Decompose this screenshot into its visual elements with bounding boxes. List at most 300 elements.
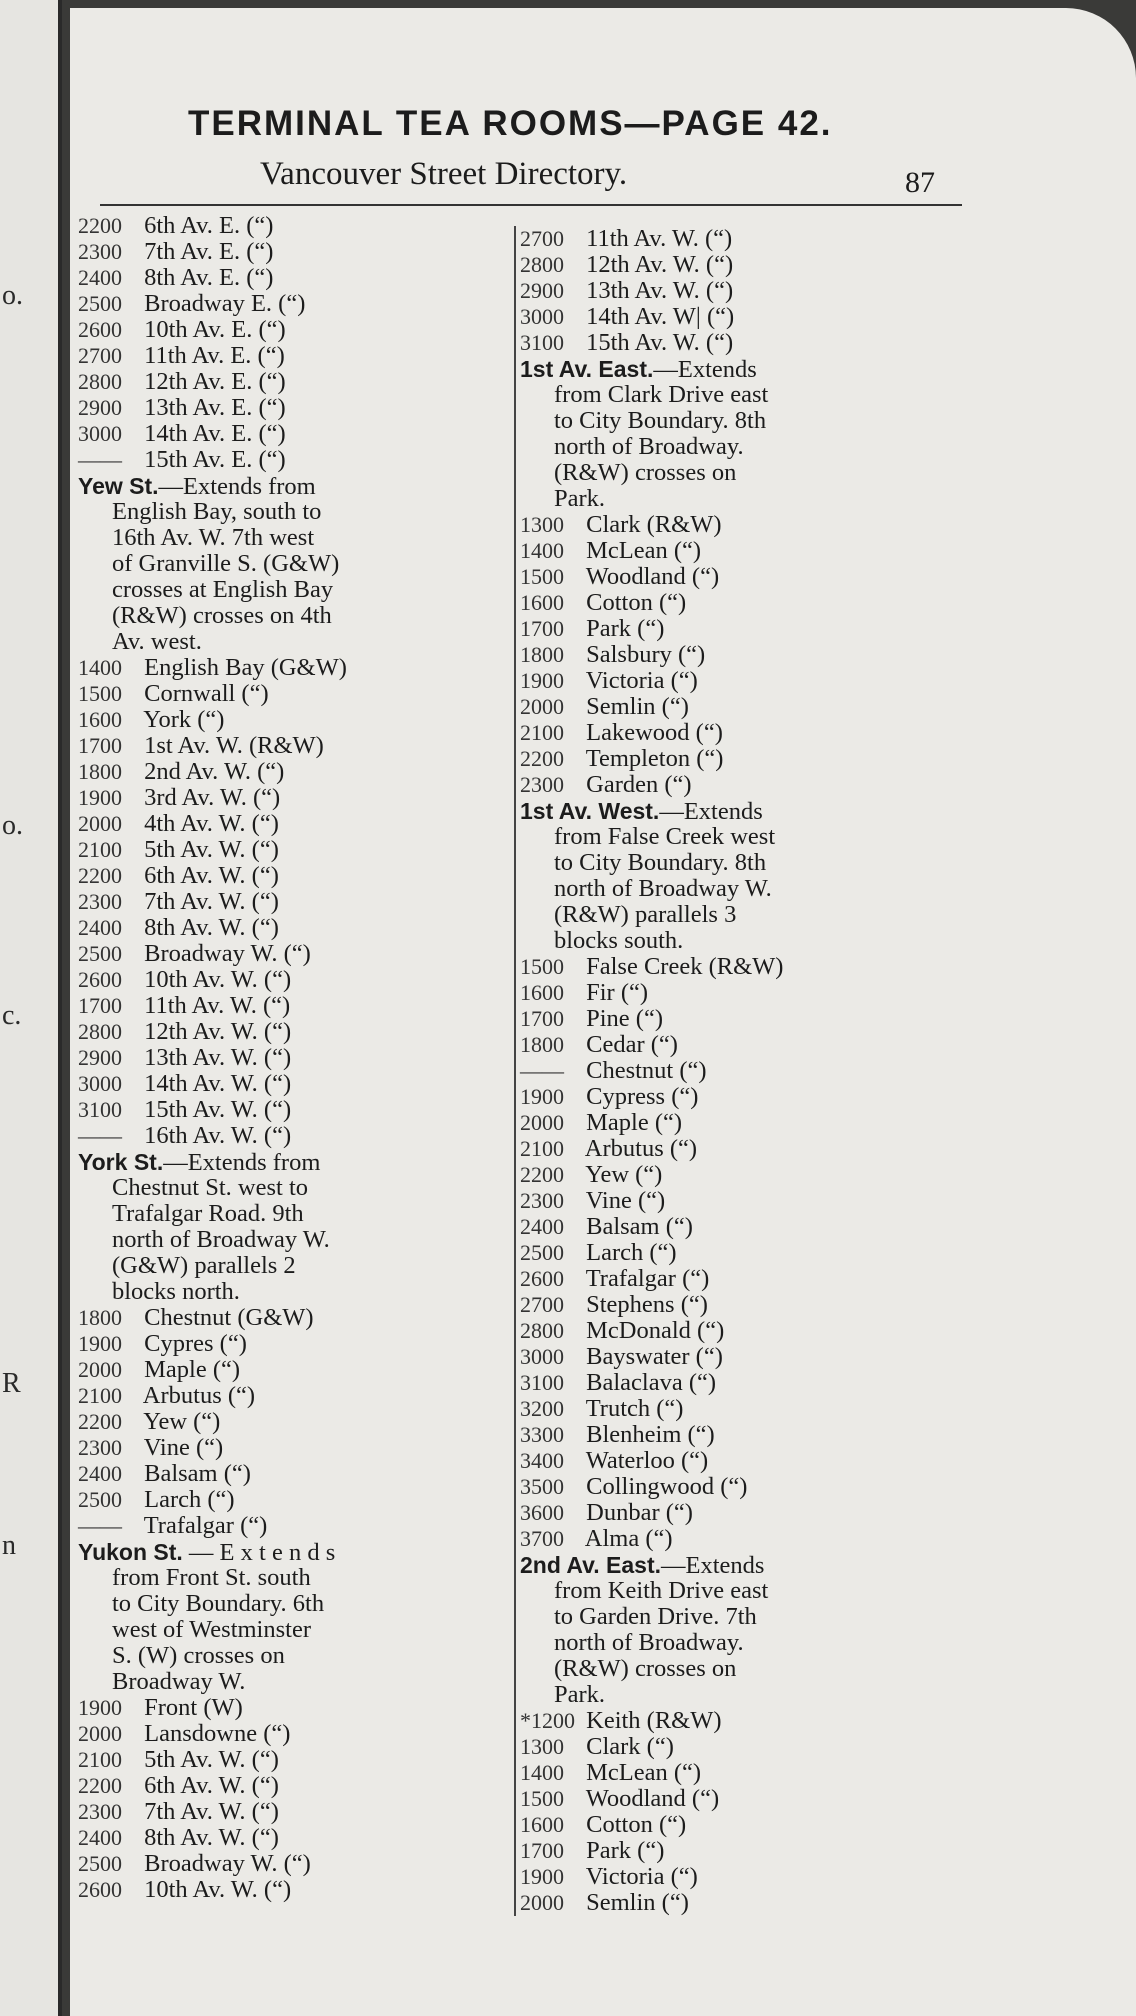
directory-entry [520, 1526, 940, 1552]
house-number: 1900 [78, 1331, 122, 1356]
directory-entry [520, 1812, 940, 1838]
house-number: 2800 [78, 369, 122, 394]
directory-entry [520, 1292, 940, 1318]
street-description: Chestnut St. west to [112, 1174, 309, 1201]
cross-street: 3rd Av. W. (“) [144, 784, 281, 811]
directory-entry [78, 1331, 478, 1357]
house-number: 1500 [520, 1786, 564, 1811]
house-number: 2000 [520, 1890, 564, 1915]
house-number: 1700 [78, 733, 122, 758]
street-heading [520, 356, 940, 512]
cross-street: Keith (R&W) [586, 1707, 722, 1734]
cross-street: 11th Av. E. (“) [144, 342, 285, 369]
street-description: north of Broadway W. [112, 1226, 330, 1253]
street-heading [78, 1149, 478, 1305]
cross-street: Cornwall (“) [144, 680, 269, 707]
right-column [520, 226, 940, 1916]
street-name: 2nd Av. East. [520, 1552, 662, 1578]
street-description: from False Creek west [554, 823, 776, 850]
left-column [78, 213, 478, 1903]
cross-street: 4th Av. W. (“) [144, 810, 279, 837]
directory-entry [78, 1019, 478, 1045]
house-number: 1400 [520, 1760, 564, 1785]
house-number: 2000 [520, 694, 564, 719]
house-number: 1700 [520, 1838, 564, 1863]
house-number: 2200 [520, 1162, 564, 1187]
cross-street: Arbutus (“) [584, 1135, 698, 1162]
directory-entry [78, 369, 478, 395]
directory-entry [520, 1188, 940, 1214]
directory-entry [78, 1695, 478, 1721]
directory-entry [520, 1864, 940, 1890]
cross-street: Broadway W. (“) [144, 940, 311, 967]
house-number: 1700 [520, 616, 564, 641]
house-number: 2500 [78, 941, 122, 966]
cross-street: 13th Av. E. (“) [144, 394, 286, 421]
street-description: Park. [554, 1681, 606, 1708]
street-name: Yukon St. [78, 1539, 183, 1565]
directory-entry [520, 1266, 940, 1292]
cross-street: 5th Av. W. (“) [144, 1746, 279, 1773]
house-number: 3100 [520, 1370, 564, 1395]
directory-entry [520, 226, 940, 252]
street-description: 16th Av. W. 7th west [112, 524, 315, 551]
cross-street: Chestnut (“) [586, 1057, 707, 1084]
directory-entry [78, 1825, 478, 1851]
cross-street: 10th Av. E. (“) [144, 316, 286, 343]
column-divider [514, 226, 516, 1916]
cross-street: Victoria (“) [585, 1863, 698, 1890]
house-number: 1800 [520, 642, 564, 667]
cross-street: Clark (“) [586, 1733, 674, 1760]
street-description: of Granville S. (G&W) [112, 550, 340, 577]
house-number: —— [520, 1058, 564, 1083]
house-number: 2600 [520, 1266, 564, 1291]
directory-entry [520, 772, 940, 798]
cross-street: Yew (“) [143, 1408, 221, 1435]
cross-street: York (“) [143, 706, 225, 733]
directory-entry [520, 1708, 940, 1734]
cross-street: Arbutus (“) [142, 1382, 256, 1409]
cross-street: Blenheim (“) [586, 1421, 715, 1448]
street-description: blocks north. [112, 1278, 240, 1305]
house-number: 2900 [520, 278, 564, 303]
house-number: 3500 [520, 1474, 564, 1499]
cross-street: 13th Av. W. (“) [144, 1044, 292, 1071]
cross-street: 12th Av. W. (“) [586, 251, 734, 278]
directory-entry [520, 1032, 940, 1058]
directory-entry [78, 1305, 478, 1331]
cross-street: Cypress (“) [586, 1083, 699, 1110]
house-number: 2800 [520, 1318, 564, 1343]
cross-street: McLean (“) [586, 537, 702, 564]
cross-street: 14th Av. W. (“) [144, 1070, 292, 1097]
cross-street: McLean (“) [586, 1759, 702, 1786]
house-number: 3100 [78, 1097, 122, 1122]
directory-entry [520, 1396, 940, 1422]
cross-street: 13th Av. W. (“) [586, 277, 734, 304]
street-description: from Clark Drive east [554, 381, 769, 408]
house-number: 3000 [520, 1344, 564, 1369]
cross-street: Broadway W. (“) [144, 1850, 311, 1877]
street-heading [78, 1539, 478, 1695]
directory-entry [520, 1786, 940, 1812]
street-heading [78, 473, 478, 655]
house-number: 2900 [78, 395, 122, 420]
cross-street: Chestnut (G&W) [144, 1304, 314, 1331]
street-description: Park. [554, 485, 606, 512]
cross-street: Cedar (“) [586, 1031, 678, 1058]
house-number: 1300 [520, 512, 564, 537]
house-number: 2300 [78, 1799, 122, 1824]
house-number: 3100 [520, 330, 564, 355]
cross-street: Maple (“) [586, 1109, 683, 1136]
house-number: 2600 [78, 1877, 122, 1902]
directory-entry [78, 759, 478, 785]
house-number: 2600 [78, 967, 122, 992]
cross-street: 5th Av. W. (“) [144, 836, 279, 863]
street-description: crosses at English Bay [112, 576, 334, 603]
street-heading [520, 798, 940, 954]
street-description: Av. west. [112, 628, 202, 655]
street-description: —Extends [659, 798, 763, 825]
directory-entry [520, 278, 940, 304]
directory-entry [520, 642, 940, 668]
directory-entry [520, 720, 940, 746]
cross-street: 10th Av. W. (“) [144, 966, 292, 993]
house-number: 2100 [78, 837, 122, 862]
directory-entry [78, 941, 478, 967]
cross-street: 7th Av. E. (“) [144, 238, 274, 265]
cross-street: 8th Av. W. (“) [144, 914, 279, 941]
directory-entry [78, 421, 478, 447]
house-number: 1600 [78, 707, 122, 732]
cross-street: 15th Av. W. (“) [144, 1096, 292, 1123]
street-description: Trafalgar Road. 9th [112, 1200, 304, 1227]
cross-street: Woodland (“) [585, 563, 720, 590]
house-number: 2100 [78, 1747, 122, 1772]
directory-entry [78, 915, 478, 941]
directory-entry [78, 837, 478, 863]
directory-entry [78, 1877, 478, 1903]
cross-street: Collingwood (“) [586, 1473, 748, 1500]
directory-entry [520, 1890, 940, 1916]
house-number: 2100 [520, 1136, 564, 1161]
street-description: to City Boundary. 8th [554, 407, 767, 434]
directory-entry [520, 1370, 940, 1396]
directory-entry [78, 1851, 478, 1877]
directory-entry [520, 1422, 940, 1448]
directory-entry [78, 1461, 478, 1487]
directory-entry [78, 1487, 478, 1513]
directory-entry [78, 1435, 478, 1461]
street-name: 1st Av. West. [520, 798, 660, 824]
house-number: 1900 [520, 1864, 564, 1889]
cross-street: 11th Av. W. (“) [586, 225, 733, 252]
directory-entry [78, 1071, 478, 1097]
adjacent-page-strip [0, 0, 62, 2016]
cross-street: Yew (“) [585, 1161, 663, 1188]
house-number: 1500 [78, 681, 122, 706]
cross-street: 14th Av. W| (“) [586, 303, 735, 330]
house-number: 2300 [78, 1435, 122, 1460]
cross-street: 6th Av. W. (“) [144, 862, 279, 889]
house-number: 2200 [78, 1773, 122, 1798]
directory-entry [520, 512, 940, 538]
house-number: 1800 [520, 1032, 564, 1057]
cross-street: Pine (“) [586, 1005, 663, 1032]
house-number: 1800 [78, 759, 122, 784]
street-heading [520, 1552, 940, 1708]
directory-entry [520, 1760, 940, 1786]
house-number: 2400 [78, 1825, 122, 1850]
directory-entry [78, 1097, 478, 1123]
page-number: 87 [905, 166, 935, 199]
cross-street: Cotton (“) [586, 1811, 687, 1838]
cross-street: 7th Av. W. (“) [144, 1798, 279, 1825]
house-number: 2200 [78, 213, 122, 238]
house-number: 1600 [520, 980, 564, 1005]
street-description: north of Broadway W. [554, 875, 772, 902]
directory-entry [78, 967, 478, 993]
directory-entry [520, 616, 940, 642]
cross-street: Garden (“) [586, 771, 692, 798]
street-description: —Extends from [158, 473, 316, 500]
street-description: blocks south. [554, 927, 684, 954]
house-number: 1500 [520, 564, 564, 589]
house-number: 2500 [78, 1851, 122, 1876]
house-number: 2000 [78, 811, 122, 836]
directory-entry [78, 213, 478, 239]
cross-street: 12th Av. E. (“) [144, 368, 286, 395]
street-description: —Extends [661, 1552, 765, 1579]
street-description: —Extends from [163, 1149, 321, 1176]
cross-street: McDonald (“) [586, 1317, 725, 1344]
street-description: (R&W) crosses on [554, 1655, 737, 1682]
header-rule [100, 204, 962, 206]
cross-street: Balsam (“) [144, 1460, 251, 1487]
cross-street: 11th Av. W. (“) [144, 992, 291, 1019]
cross-street: 8th Av. E. (“) [144, 264, 274, 291]
house-number: 1400 [520, 538, 564, 563]
cross-street: Front (W) [144, 1694, 243, 1721]
cross-street: 1st Av. W. (R&W) [144, 732, 324, 759]
directory-entry [78, 395, 478, 421]
cross-street: Trafalgar (“) [143, 1512, 268, 1539]
cross-street: Trafalgar (“) [585, 1265, 710, 1292]
cross-street: Vine (“) [143, 1434, 224, 1461]
directory-entry [78, 1383, 478, 1409]
directory-entry [520, 668, 940, 694]
house-number: 2400 [78, 1461, 122, 1486]
cross-street: 12th Av. W. (“) [144, 1018, 292, 1045]
street-description: west of Westminster [112, 1616, 311, 1643]
directory-entry [78, 1513, 478, 1539]
cross-street: Larch (“) [144, 1486, 235, 1513]
house-number: 2400 [78, 265, 122, 290]
house-number: 3700 [520, 1526, 564, 1551]
cross-street: Stephens (“) [586, 1291, 708, 1318]
street-description: (R&W) crosses on 4th [112, 602, 332, 629]
house-number: 2300 [78, 239, 122, 264]
cross-street: 14th Av. E. (“) [144, 420, 286, 447]
street-description: S. (W) crosses on [112, 1642, 285, 1669]
adjacent-page-fragment: n [2, 1530, 16, 1561]
cross-street: Maple (“) [144, 1356, 241, 1383]
directory-entry [520, 1136, 940, 1162]
house-number: 1900 [520, 668, 564, 693]
house-number: —— [78, 1513, 122, 1538]
house-number: 1400 [78, 655, 122, 680]
directory-entry [78, 1721, 478, 1747]
cross-street: Dunbar (“) [586, 1499, 693, 1526]
house-number: 1500 [520, 954, 564, 979]
cross-street: Alma (“) [584, 1525, 673, 1552]
directory-page [70, 8, 1136, 2016]
house-number: 3000 [78, 1071, 122, 1096]
directory-entry [520, 1734, 940, 1760]
house-number: *1200 [520, 1708, 575, 1733]
cross-street: 2nd Av. W. (“) [144, 758, 285, 785]
cross-street: Templeton (“) [585, 745, 724, 772]
street-description: English Bay, south to [112, 498, 322, 525]
directory-entry [520, 564, 940, 590]
cross-street: Victoria (“) [585, 667, 698, 694]
directory-entry [78, 681, 478, 707]
cross-street: Lansdowne (“) [144, 1720, 291, 1747]
cross-street: Cotton (“) [586, 589, 687, 616]
street-description: to City Boundary. 6th [112, 1590, 325, 1617]
house-number: 2200 [78, 863, 122, 888]
directory-entry [520, 1006, 940, 1032]
house-number: 2700 [520, 226, 564, 251]
house-number: 3000 [520, 304, 564, 329]
directory-entry [520, 694, 940, 720]
cross-street: Semlin (“) [586, 693, 689, 720]
cross-street: 10th Av. W. (“) [144, 1876, 292, 1903]
house-number: 2600 [78, 317, 122, 342]
street-description: north of Broadway. [554, 433, 744, 460]
house-number: 1600 [520, 590, 564, 615]
house-number: 2300 [78, 889, 122, 914]
directory-entry [78, 1799, 478, 1825]
directory-entry [520, 1058, 940, 1084]
directory-entry [78, 1123, 478, 1149]
cross-street: Fir (“) [586, 979, 649, 1006]
directory-entry [520, 330, 940, 356]
cross-street: Park (“) [586, 615, 665, 642]
street-description: from Keith Drive east [554, 1577, 769, 1604]
directory-entry [520, 1448, 940, 1474]
house-number: 1700 [78, 993, 122, 1018]
house-number: 2900 [78, 1045, 122, 1070]
cross-street: Lakewood (“) [586, 719, 723, 746]
directory-entry [520, 538, 940, 564]
directory-entry [520, 1084, 940, 1110]
street-name: York St. [78, 1149, 164, 1175]
house-number: —— [78, 447, 122, 472]
cross-street: Waterloo (“) [585, 1447, 709, 1474]
cross-street: Larch (“) [586, 1239, 677, 1266]
house-number: 2700 [520, 1292, 564, 1317]
directory-entry [78, 239, 478, 265]
cross-street: Bayswater (“) [586, 1343, 723, 1370]
house-number: 2000 [78, 1721, 122, 1746]
house-number: 2100 [520, 720, 564, 745]
cross-street: 8th Av. W. (“) [144, 1824, 279, 1851]
house-number: 3000 [78, 421, 122, 446]
house-number: 2200 [520, 746, 564, 771]
cross-street: False Creek (R&W) [586, 953, 784, 980]
house-number: 2300 [520, 772, 564, 797]
directory-entry [78, 655, 478, 681]
street-description: to Garden Drive. 7th [554, 1603, 757, 1630]
directory-entry [78, 343, 478, 369]
street-description: —Extends [653, 356, 757, 383]
street-description: Broadway W. [112, 1668, 246, 1695]
street-description: (G&W) parallels 2 [112, 1252, 296, 1279]
house-number: 1600 [520, 1812, 564, 1837]
directory-entry [520, 304, 940, 330]
house-number: 3600 [520, 1500, 564, 1525]
directory-entry [520, 1214, 940, 1240]
street-description: (R&W) crosses on [554, 459, 737, 486]
cross-street: Cypres (“) [144, 1330, 247, 1357]
house-number: 1900 [78, 785, 122, 810]
house-number: —— [78, 1123, 122, 1148]
adjacent-page-fragment: o. [2, 810, 23, 841]
cross-street: Balsam (“) [586, 1213, 693, 1240]
directory-entry [78, 1409, 478, 1435]
house-number: 1900 [78, 1695, 122, 1720]
cross-street: Clark (R&W) [586, 511, 722, 538]
house-number: 1700 [520, 1006, 564, 1031]
directory-entry [78, 733, 478, 759]
cross-street: Semlin (“) [586, 1889, 689, 1916]
cross-street: Trutch (“) [585, 1395, 684, 1422]
house-number: 1900 [520, 1084, 564, 1109]
cross-street: Park (“) [586, 1837, 665, 1864]
cross-street: 16th Av. W. (“) [144, 1122, 292, 1149]
cross-street: Balaclava (“) [586, 1369, 717, 1396]
directory-entry [520, 1110, 940, 1136]
adjacent-page-fragment: o. [2, 280, 23, 311]
directory-entry [78, 1045, 478, 1071]
adjacent-page-fragment: c. [2, 1000, 22, 1031]
house-number: 2400 [78, 915, 122, 940]
directory-entry [78, 1357, 478, 1383]
house-number: 3400 [520, 1448, 564, 1473]
cross-street: 6th Av. W. (“) [144, 1772, 279, 1799]
directory-entry [78, 1747, 478, 1773]
house-number: 3300 [520, 1422, 564, 1447]
house-number: 2300 [520, 1188, 564, 1213]
street-description: from Front St. south [112, 1564, 311, 1591]
directory-entry [78, 1773, 478, 1799]
house-number: 2400 [520, 1214, 564, 1239]
house-number: 2000 [520, 1110, 564, 1135]
directory-entry [520, 1240, 940, 1266]
directory-entry [520, 1162, 940, 1188]
directory-entry [78, 265, 478, 291]
cross-street: 15th Av. W. (“) [586, 329, 734, 356]
cross-street: Salsbury (“) [586, 641, 706, 668]
directory-entry [78, 447, 478, 473]
directory-entry [520, 980, 940, 1006]
house-number: 1800 [78, 1305, 122, 1330]
directory-entry [78, 811, 478, 837]
directory-entry [78, 317, 478, 343]
